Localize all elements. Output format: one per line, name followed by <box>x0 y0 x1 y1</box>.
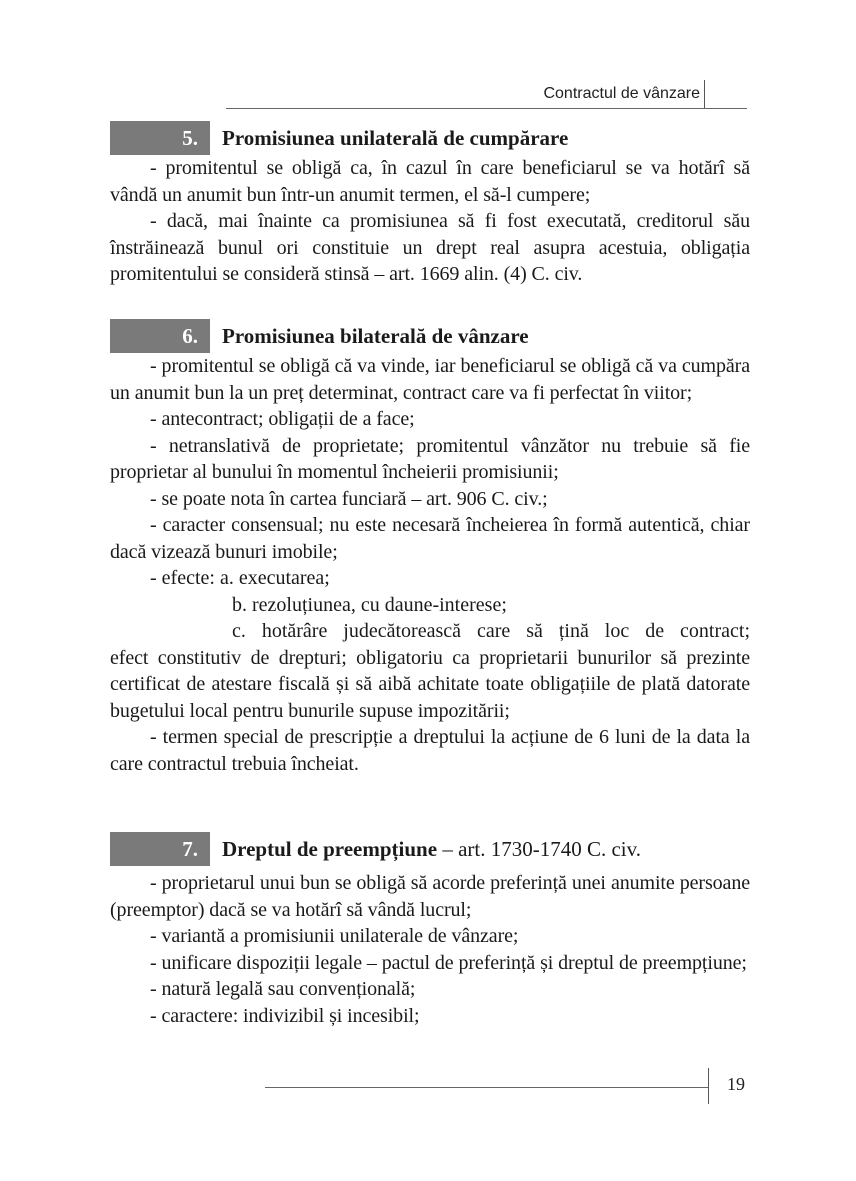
running-header-title: Contractul de vânzare <box>543 85 700 102</box>
section-number-box: 7. <box>110 832 210 866</box>
paragraph: - caractere: indivizibil și incesibil; <box>150 1004 420 1027</box>
effect-c-first: c. hotărâre judecătorească care să țină loc de contract; <box>232 620 750 642</box>
section-heading <box>110 832 750 866</box>
paragraph: - se poate nota în cartea funciară – art. 906 C. civ.; <box>150 487 548 510</box>
paragraph: - unificare dispoziții legale – pactul de preferință și dreptul de preempțiune; <box>150 951 747 974</box>
section-number-box: 5. <box>110 121 210 155</box>
effects-list <box>110 565 750 724</box>
paragraph: - variantă a promisiunii unilaterale de vânzare; <box>150 925 519 947</box>
paragraph: - netranslativă de proprietate; promitentul vânzător nu trebuie să fie proprietar al bunului în momentul încheierii promisiunii; <box>110 434 750 483</box>
paragraph: - natură legală sau convențională; <box>150 978 416 1000</box>
section-heading <box>110 121 750 155</box>
paragraph: - dacă, mai înainte ca promisiunea să fi fost executată, creditorul său înstrăinează bunul ori constituie un drept real asupra acestuia, obligația promitentului se consideră stinsă – art. 1669 alin. (4) C. civ. <box>110 210 750 285</box>
footer-divider-vertical <box>708 1068 709 1104</box>
section-title-suffix: – art. 1730-1740 C. civ. <box>437 837 642 861</box>
header-divider-vertical <box>704 80 705 108</box>
paragraph: - antecontract; obligații de a face; <box>150 408 415 430</box>
paragraph: - promitentul se obligă ca, în cazul în care beneficiarul se va hotărî să vândă un anumit bun într-un anumit termen, el să-l cumpere; <box>110 157 750 206</box>
section-title: Promisiunea bilaterală de vânzare <box>222 324 529 348</box>
header-divider-horizontal <box>226 108 747 109</box>
section-6 <box>110 319 750 777</box>
section-5 <box>110 121 750 288</box>
page-number: 19 <box>727 1074 745 1094</box>
section-number-box: 6. <box>110 319 210 353</box>
section-title: Promisiunea unilaterală de cumpărare <box>222 126 569 150</box>
paragraph: - promitentul se obligă că va vinde, iar beneficiarul se obligă că va cumpăra un anumit bun la un preț determinat, contract care va fi perfectat în viitor; <box>110 355 750 404</box>
effects-label: - efecte: <box>150 567 215 589</box>
effect-b: b. rezoluțiunea, cu daune-interese; <box>232 593 507 616</box>
footer-divider-horizontal <box>265 1087 708 1088</box>
effects-line-a <box>110 565 750 592</box>
paragraph: - proprietarul unui bun se obligă să acorde preferință unei anumite persoane (preemptor) dacă se va hotărî să vândă lucrul; <box>110 872 750 921</box>
effect-c-rest: efect constitutiv de drepturi; obligatoriu ca proprietarii bunurilor să prezinte certificat de atestare fiscală și să aibă achitate toate obligațiile de plată datorate bugetului local pentru bunurile supuse impozitării; <box>110 646 750 722</box>
section-7 <box>110 832 750 1029</box>
section-heading <box>110 319 750 353</box>
paragraph: - termen special de prescripție a dreptului la acțiune de 6 luni de la data la care contractul trebuia încheiat. <box>110 726 750 775</box>
section-title: Dreptul de preempțiune – art. 1730-1740 C. civ. <box>222 837 642 861</box>
paragraph: - caracter consensual; nu este necesară încheierea în formă autentică, chiar dacă vizează bunuri imobile; <box>110 514 750 563</box>
effect-a: a. executarea; <box>219 567 330 589</box>
